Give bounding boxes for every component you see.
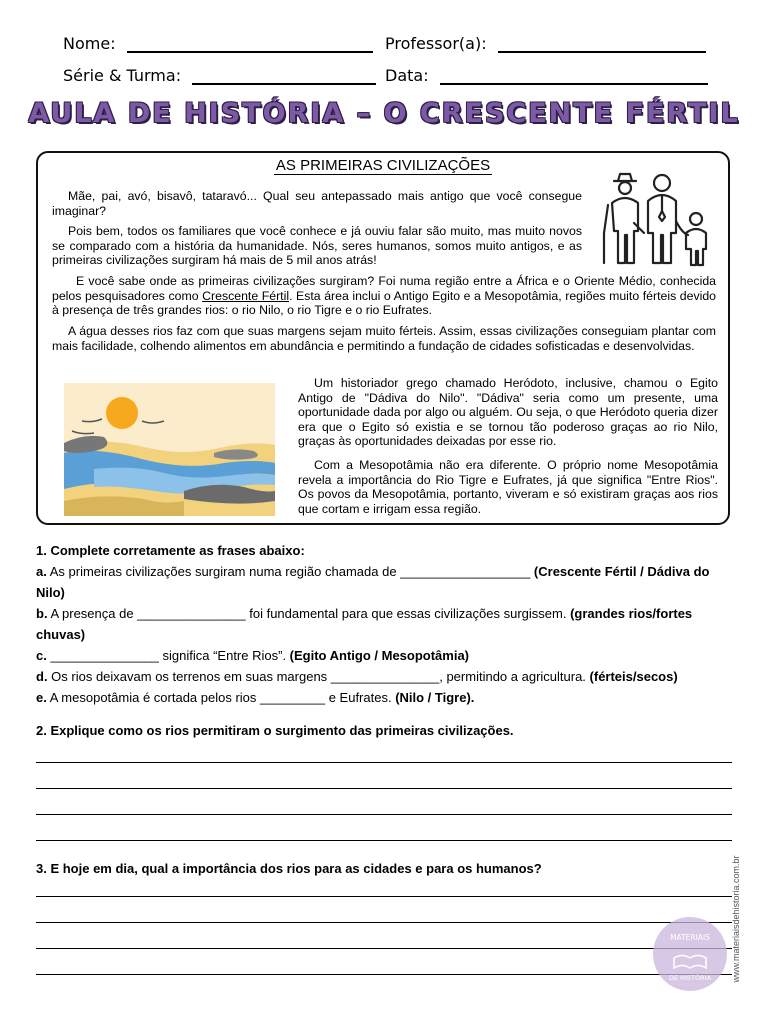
answer-line[interactable] [36,896,732,897]
teacher-line[interactable] [498,37,706,53]
paragraph-5: Um historiador grego chamado Heródoto, inclusive, chamou o Egito Antigo de "Dádiva do Nilo". "Dádiva" seria como um presente, uma oportunidade dada por algo ou alguém. Ou seja, o que Heródoto queria dizer era que o Egito só existia e se tornou tão poderoso graças ao rio Nilo, graças às oportunidades deixadas por esse rio. [298,376,718,449]
teacher-label: Professor(a): [385,34,487,53]
question-1b: b. A presença de _______________ foi fundamental para que essas civilizações surgissem. (grandes rios/fortes chuvas) [36,606,693,642]
name-field [63,34,373,53]
question-1a: a. As primeiras civilizações surgiram numa região chamada de __________________ (Crescente Fértil / Dádiva do Nilo) [36,564,710,600]
question-1d: d. Os rios deixavam os terrenos em suas margens _______________, permitindo a agricultura. (férteis/secos) [36,669,678,684]
answer-line[interactable] [36,922,732,923]
family-illustration [598,171,718,269]
answer-line[interactable] [36,840,732,841]
question-1e: e. A mesopotâmia é cortada pelos rios _________ e Eufrates. (Nilo / Tigre). [36,690,475,705]
answer-line[interactable] [36,762,732,763]
question-1c: c. _______________ significa “Entre Rios”. (Egito Antigo / Mesopotâmia) [36,648,470,663]
answer-line[interactable] [36,814,732,815]
teacher-field [385,34,706,53]
date-line[interactable] [440,69,708,85]
crescente-fertil-term: Crescente Fértil [202,288,290,303]
name-line[interactable] [127,37,373,53]
answer-line[interactable] [36,788,732,789]
paragraph-6: Com a Mesopotâmia não era diferente. O próprio nome Mesopotâmia revela a importância do Rio Tigre e Eufrates, já que significa "Entre Rios". Os povos da Mesopotâmia, portanto, viveram e só existiram graças aos rios que cortam e irrigam essa região. [298,458,718,516]
paragraph-3: E você sabe onde as primeiras civilizações surgiram? Foi numa região entre a África e o Oriente Médio, conhecida pelos pesquisadores como Crescente Fértil. Esta área inclui o Antigo Egito e a Mesopotâmia, regiões muito férteis devido à presença de três grandes rios: o rio Nilo, o rio Tigre e o rio Eufrates. [52,274,717,318]
date-label: Data: [385,66,429,85]
stamp-top-text: MATERIAIS [670,933,710,942]
question-2-title: 2. Explique como os rios permitiram o surgimento das primeiras civilizações. [36,723,514,738]
box-heading: AS PRIMEIRAS CIVILIZAÇÕES [275,157,491,174]
paragraph-4: A água desses rios faz com que suas margens sejam muito férteis. Assim, essas civilizações conseguiam plantar com mais facilidade, colhendo alimentos em abundância e permitindo a fundação de cidades sofisticadas e desenvolvidas. [52,324,716,353]
page-title: AULA DE HISTÓRIA – O CRESCENTE FÉRTIL [28,98,740,129]
answer-line[interactable] [36,948,732,949]
class-label: Série & Turma: [63,66,182,85]
question-1-title: 1. Complete corretamente as frases abaixo: [36,543,305,558]
class-line[interactable] [192,69,376,85]
river-illustration [64,383,275,516]
paragraph-2: Pois bem, todos os familiares que você conhece e já ouviu falar são muito, mas muito novos se comparado com a história da humanidade. Nós, seres humanos, somos muito antigos, e as primeiras civilizações surgiram há mais de 5 mil anos atrás! [52,224,582,268]
paragraph-1: Mãe, pai, avó, bisavô, tataravó... Qual seu antepassado mais antigo que você consegue imaginar? [52,189,582,218]
name-label: Nome: [63,34,116,53]
question-3-title: 3. E hoje em dia, qual a importância dos rios para as cidades e para os humanos? [36,861,542,876]
watermark-stamp [652,916,728,992]
stamp-bottom-text: DE HISTÓRIA [668,974,712,982]
watermark-url: www.materiaisdehistoria.com.br [731,855,741,983]
class-field [63,66,376,85]
date-field [385,66,708,85]
answer-line[interactable] [36,974,732,975]
reading-box [36,151,730,525]
